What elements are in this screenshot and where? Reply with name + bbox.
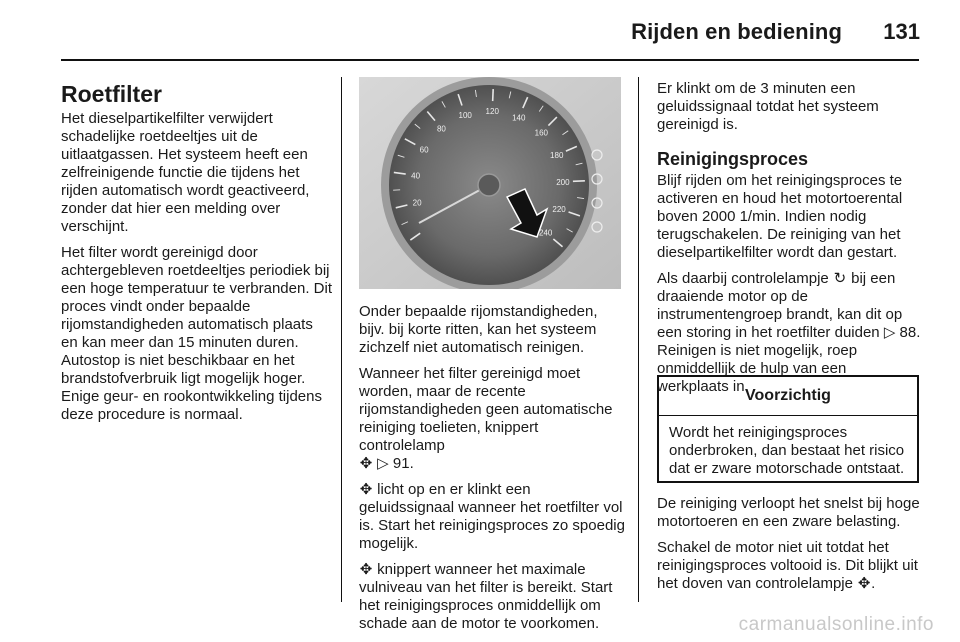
column-2 xyxy=(359,303,627,641)
dpf-warning-icon: ✥ xyxy=(857,575,871,592)
dpf-warning-icon: ✥ xyxy=(359,455,373,472)
speed-label: 200 xyxy=(556,177,570,187)
paragraph-lamp-off: Schakel de motor niet uit totdat het reinigingsproces voltooid is. Dit blijkt uit het doven van controlelampje ✥. xyxy=(657,539,918,592)
speed-label: 120 xyxy=(485,107,499,117)
dpf-warning-icon: ✥ xyxy=(359,561,373,578)
speed-label: 160 xyxy=(534,128,549,138)
speed-label: 20 xyxy=(412,198,422,208)
watermark: carmanualsonline.info xyxy=(738,614,934,635)
speed-label: 220 xyxy=(552,204,566,214)
paragraph: Onder bepaalde rijomstandigheden, bijv. bij korte ritten, kan het systeem zichzelf niet automatisch reinigen. xyxy=(359,303,598,356)
speedometer-illustration xyxy=(359,77,621,289)
column-1 xyxy=(61,80,333,432)
tick-mark xyxy=(493,89,494,101)
column-3 xyxy=(657,80,922,404)
column-divider-1 xyxy=(341,77,342,602)
header-rule xyxy=(61,59,919,61)
section-heading-reinigingsproces: Reinigingsproces xyxy=(657,149,809,169)
caution-title: Voorzichtig xyxy=(659,377,917,416)
speed-label: 40 xyxy=(411,171,421,181)
running-header-title: Rijden en bediening xyxy=(631,19,842,44)
speed-label: 60 xyxy=(419,145,429,155)
page-reference-link[interactable]: 88. xyxy=(899,324,921,341)
speedometer-figure xyxy=(359,77,621,289)
paragraph-lamp-max: ✥ knippert wanneer het maximale vulniveau van het filter is bereikt. Start het reinigingsproces onmiddellijk om schade aan de motor te voorkomen. xyxy=(359,561,613,632)
tick-mark xyxy=(573,181,585,182)
paragraph-lamp-flashes: Wanneer het filter gereinigd moet worden, maar de recente rijomstandigheden geen automatische reiniging toelieten, knippert controlelamp ✥ ▷ 91. xyxy=(359,365,613,472)
page-reference-arrow-icon: ▷ xyxy=(883,324,896,341)
page-number: 131 xyxy=(883,19,920,44)
page-reference-link[interactable]: 91. xyxy=(392,455,414,472)
speed-label: 140 xyxy=(512,113,526,123)
paragraph: Het filter wordt gereinigd door achtergebleven roetdeeltjes periodiek bij een hoge temperatuur te verbranden. Dit proces vindt onder bepaalde rijomstandigheden automatisch plaats en kan meer dan 15 minuten duren. Autostop is niet beschikbaar en het brandstofverbruik ligt mogelijk hoger. Enige geur- en rookontwikkeling tijdens deze procedure is normaal. xyxy=(61,244,333,423)
paragraph: Blijf rijden om het reinigingsproces te activeren en houd het motortoerental boven 2000 1/min. Indien nodig terugschakelen. De reiniging van het dieselpartikelfilter wordt dan gestart. xyxy=(657,172,903,261)
engine-check-icon: ↻ xyxy=(833,270,847,287)
column-3-lower xyxy=(657,495,922,601)
paragraph-engine-lamp: Als daarbij controlelampje ↻ bij een draaiende motor op de instrumentengroep brandt, kan dit op een storing in het roetfilter duiden ▷ 88. Reinigen is niet mogelijk, roep onmiddellijk de hulp van een werkplaats in. xyxy=(657,270,921,395)
speed-label: 180 xyxy=(550,151,564,161)
needle-hub xyxy=(478,174,500,196)
caution-text: Wordt het reinigingsproces onderbroken, dan bestaat het risico dat er zware motorschade ontstaat. xyxy=(669,424,905,477)
paragraph: Er klinkt om de 3 minuten een geluidssignaal totdat het systeem gereinigd is. xyxy=(657,80,879,133)
paragraph: Het dieselpartikelfilter verwijdert schadelijke roetdeeltjes uit de uitlaatgassen. Het systeem heeft een zelfreinigende functie die tijdens het rijden automatisch wordt geactiveerd, zonder dat hier een melding over verschijnt. xyxy=(61,110,310,235)
speed-label: 100 xyxy=(458,110,472,120)
column-divider-2 xyxy=(638,77,639,602)
speed-label: 80 xyxy=(436,124,446,134)
page-reference-arrow-icon: ▷ xyxy=(377,455,389,472)
paragraph: De reiniging verloopt het snelst bij hoge motortoeren en een zware belasting. xyxy=(657,495,920,530)
section-heading-roetfilter: Roetfilter xyxy=(61,81,162,107)
caution-box xyxy=(657,375,919,483)
speed-label: 240 xyxy=(539,228,553,238)
dpf-warning-icon: ✥ xyxy=(359,481,373,498)
paragraph-lamp-on: ✥ licht op en er klinkt een geluidssignaal wanneer het roetfilter vol is. Start het reinigingsproces zo spoedig mogelijk. xyxy=(359,481,625,552)
